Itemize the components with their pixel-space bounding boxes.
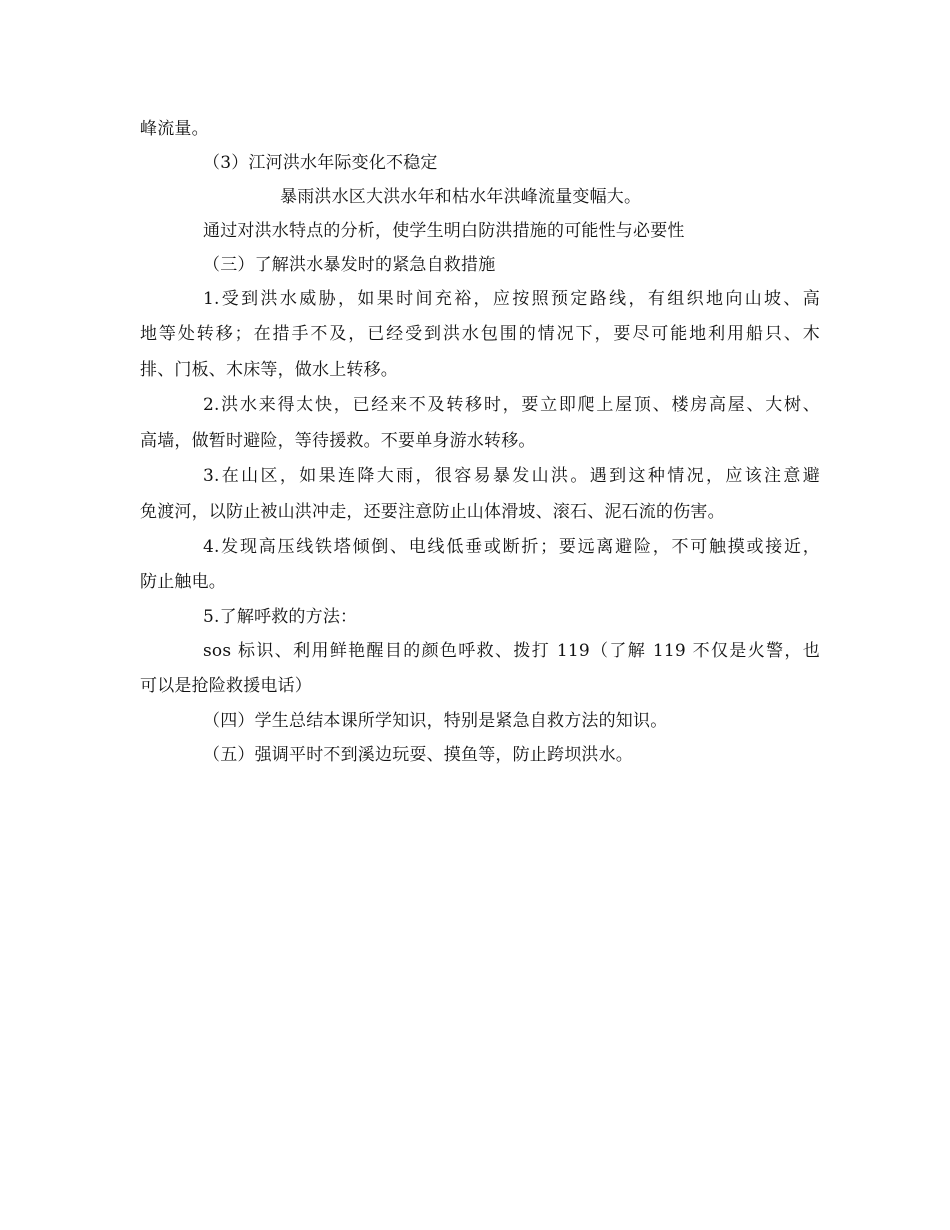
section-heading: （三）了解洪水暴发时的紧急自救措施 bbox=[203, 255, 496, 275]
text-line: 暴雨洪水区大洪水年和枯水年洪峰流量变幅大。 bbox=[280, 187, 642, 207]
list-item-1-cont: 地等处转移；在措手不及，已经受到洪水包围的情况下，要尽可能地利用船只、木 bbox=[140, 324, 820, 344]
list-item-5-detail: sos 标识、利用鲜艳醒目的颜色呼救、拨打 119（了解 119 不仅是火警，也 bbox=[203, 641, 820, 661]
list-item-4: 4.发现高压线铁塔倾倒、电线低垂或断折；要远离避险，不可触摸或接近， bbox=[203, 537, 820, 557]
section-heading: （四）学生总结本课所学知识，特别是紧急自救方法的知识。 bbox=[203, 711, 668, 731]
text-line: 峰流量。 bbox=[140, 119, 209, 139]
list-item-5: 5.了解呼救的方法： bbox=[203, 607, 358, 627]
list-item-2-cont: 高墙，做暂时避险，等待援救。不要单身游水转移。 bbox=[140, 431, 536, 451]
list-item-1: 1.受到洪水威胁，如果时间充裕，应按照预定路线，有组织地向山坡、高 bbox=[203, 289, 820, 309]
text-line: 通过对洪水特点的分析，使学生明白防洪措施的可能性与必要性 bbox=[203, 221, 685, 241]
list-item-5-detail-cont: 可以是抢险救援电话） bbox=[140, 676, 312, 696]
list-item-4-cont: 防止触电。 bbox=[140, 572, 226, 592]
section-heading: （五）强调平时不到溪边玩耍、摸鱼等，防止跨坝洪水。 bbox=[203, 745, 633, 765]
list-item-1-cont: 排、门板、木床等，做水上转移。 bbox=[140, 360, 398, 380]
subheading: （3）江河洪水年际变化不稳定 bbox=[203, 153, 438, 173]
list-item-2: 2.洪水来得太快，已经来不及转移时，要立即爬上屋顶、楼房高屋、大树、 bbox=[203, 395, 820, 415]
list-item-3-cont: 免渡河，以防止被山洪冲走，还要注意防止山体滑坡、滚石、泥石流的伤害。 bbox=[140, 502, 725, 522]
list-item-3: 3.在山区，如果连降大雨，很容易暴发山洪。遇到这种情况，应该注意避 bbox=[203, 466, 820, 486]
